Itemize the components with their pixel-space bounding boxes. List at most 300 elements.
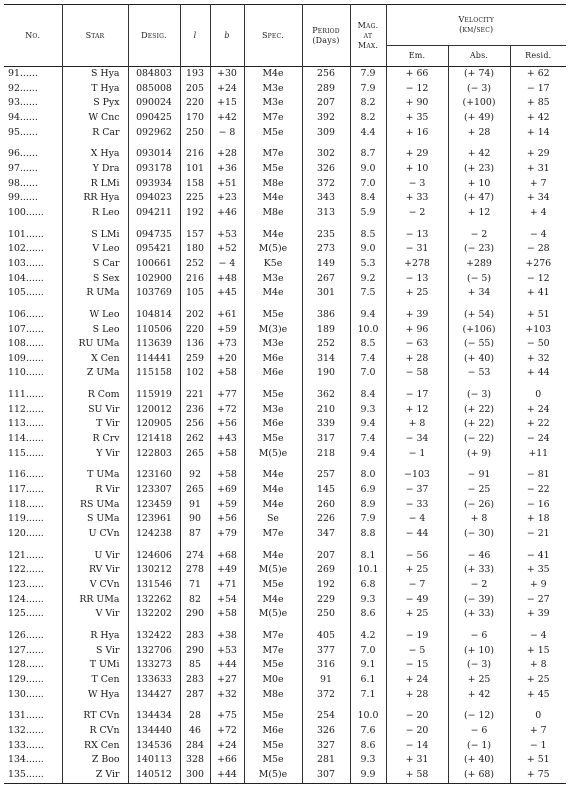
- velocity-emission: − 12: [386, 82, 448, 97]
- col-header-b: b: [210, 5, 244, 67]
- velocity-absorption: (+ 22): [448, 417, 510, 432]
- galactic-latitude: +38: [210, 629, 244, 644]
- spacer-cell: [510, 461, 566, 468]
- star-number: 121......: [8, 549, 44, 561]
- velocity-absorption: (+ 49): [448, 111, 510, 126]
- spacer-cell: [210, 140, 244, 147]
- spacer-cell: [350, 461, 386, 468]
- table-row: [4, 403, 566, 418]
- spacer-cell: [302, 461, 350, 468]
- star-number: 135......: [4, 768, 62, 783]
- velocity-absorption: − 53: [448, 366, 510, 381]
- table-body: [4, 67, 566, 784]
- star-number: 114......: [8, 433, 44, 445]
- spacer-cell: [244, 461, 302, 468]
- designation: 124238: [128, 527, 180, 542]
- velocity-emission: − 20: [386, 709, 448, 724]
- star-number: 129......: [8, 673, 44, 685]
- velocity-emission: + 58: [386, 768, 448, 783]
- velocity-absorption: − 91: [448, 468, 510, 483]
- velocity-absorption: (+ 9): [448, 447, 510, 462]
- spacer-cell: [448, 140, 510, 147]
- velocity-absorption: (− 3): [448, 658, 510, 673]
- period: 327: [302, 739, 350, 754]
- star-name: S Car: [62, 257, 128, 272]
- galactic-longitude: 192: [180, 206, 210, 221]
- galactic-latitude: +44: [210, 658, 244, 673]
- star-number: 94......: [8, 111, 38, 123]
- star-number: 113......: [8, 418, 44, 430]
- magnitude-at-max: 8.4: [350, 388, 386, 403]
- magnitude-at-max: 9.4: [350, 308, 386, 323]
- galactic-longitude: 90: [180, 512, 210, 527]
- star-name: S UMa: [62, 512, 128, 527]
- galactic-latitude: +73: [210, 337, 244, 352]
- star-name: R Leo: [62, 206, 128, 221]
- designation: 132262: [128, 593, 180, 608]
- galactic-longitude: 220: [180, 96, 210, 111]
- period: 339: [302, 417, 350, 432]
- velocity-absorption: − 25: [448, 483, 510, 498]
- table-row: [4, 366, 566, 381]
- galactic-latitude: +69: [210, 483, 244, 498]
- velocity-absorption: + 25: [448, 673, 510, 688]
- period: 260: [302, 498, 350, 513]
- galactic-longitude: 278: [180, 563, 210, 578]
- velocity-emission: + 25: [386, 607, 448, 622]
- galactic-longitude: 265: [180, 447, 210, 462]
- star-name: U Vir: [62, 549, 128, 564]
- spacer-cell: [128, 221, 180, 228]
- spectral-type: M8e: [244, 688, 302, 703]
- star-name: RT CVn: [62, 709, 128, 724]
- col-header-velocity: [386, 5, 566, 46]
- spectral-type: M4e: [244, 593, 302, 608]
- period: 229: [302, 593, 350, 608]
- velocity-residual: + 4: [510, 206, 566, 221]
- table-row: [4, 753, 566, 768]
- spacer-cell: [350, 381, 386, 388]
- galactic-longitude: 91: [180, 498, 210, 513]
- magnitude-at-max: 6.9: [350, 483, 386, 498]
- galactic-longitude: 158: [180, 177, 210, 192]
- designation: 123307: [128, 483, 180, 498]
- table-row: [4, 352, 566, 367]
- period: 392: [302, 111, 350, 126]
- group-spacer: [4, 542, 566, 549]
- velocity-absorption: (− 5): [448, 272, 510, 287]
- spacer-cell: [302, 301, 350, 308]
- velocity-residual: + 62: [510, 67, 566, 82]
- spectral-type: M4e: [244, 286, 302, 301]
- spectral-type: M4e: [244, 228, 302, 243]
- spacer-cell: [244, 140, 302, 147]
- designation: 130212: [128, 563, 180, 578]
- velocity-emission: − 17: [386, 388, 448, 403]
- galactic-latitude: +30: [210, 67, 244, 82]
- table-row: [4, 257, 566, 272]
- velocity-residual: − 12: [510, 272, 566, 287]
- galactic-longitude: 283: [180, 673, 210, 688]
- magnitude-at-max: 4.4: [350, 126, 386, 141]
- galactic-longitude: 85: [180, 658, 210, 673]
- galactic-longitude: 157: [180, 228, 210, 243]
- star-number: 120......: [8, 528, 44, 540]
- magnitude-at-max: 7.9: [350, 67, 386, 82]
- spacer-cell: [180, 542, 210, 549]
- velocity-absorption: (+ 47): [448, 191, 510, 206]
- spacer-cell: [4, 221, 62, 228]
- velocity-residual: +103: [510, 323, 566, 338]
- galactic-latitude: − 8: [210, 126, 244, 141]
- table-row: [4, 578, 566, 593]
- group-spacer: [4, 381, 566, 388]
- magnitude-at-max: 7.0: [350, 644, 386, 659]
- magnitude-at-max: 4.2: [350, 629, 386, 644]
- period: 347: [302, 527, 350, 542]
- designation: 104814: [128, 308, 180, 323]
- star-number: 103......: [8, 257, 44, 269]
- velocity-residual: − 21: [510, 527, 566, 542]
- spectral-type: M(5)e: [244, 242, 302, 257]
- star-name: RS UMa: [62, 498, 128, 513]
- spacer-cell: [386, 702, 448, 709]
- velocity-emission: − 3: [386, 177, 448, 192]
- spacer-cell: [510, 702, 566, 709]
- galactic-longitude: 290: [180, 644, 210, 659]
- period: 267: [302, 272, 350, 287]
- magnitude-at-max: 9.3: [350, 593, 386, 608]
- magnitude-at-max: 9.4: [350, 417, 386, 432]
- spacer-cell: [4, 622, 62, 629]
- designation: 134440: [128, 724, 180, 739]
- spacer-cell: [448, 542, 510, 549]
- spacer-cell: [4, 140, 62, 147]
- designation: 140113: [128, 753, 180, 768]
- group-spacer: [4, 622, 566, 629]
- velocity-absorption: (+ 23): [448, 162, 510, 177]
- magnitude-at-max: 8.6: [350, 739, 386, 754]
- galactic-longitude: 105: [180, 286, 210, 301]
- spacer-cell: [350, 542, 386, 549]
- galactic-longitude: 136: [180, 337, 210, 352]
- velocity-emission: + 28: [386, 352, 448, 367]
- magnitude-at-max: 9.2: [350, 272, 386, 287]
- velocity-emission: + 28: [386, 688, 448, 703]
- star-number: 102......: [8, 243, 44, 255]
- velocity-emission: + 24: [386, 673, 448, 688]
- table-row: [4, 549, 566, 564]
- velocity-emission: + 35: [386, 111, 448, 126]
- galactic-latitude: +72: [210, 724, 244, 739]
- galactic-longitude: 284: [180, 739, 210, 754]
- velocity-emission: + 10: [386, 162, 448, 177]
- spacer-cell: [62, 702, 128, 709]
- star-number: 93......: [8, 97, 38, 109]
- col-header-mag: [350, 5, 386, 67]
- spacer-cell: [386, 622, 448, 629]
- galactic-longitude: 236: [180, 403, 210, 418]
- velocity-absorption: (+106): [448, 323, 510, 338]
- velocity-unit: (km/sec): [459, 25, 494, 34]
- galactic-latitude: +71: [210, 578, 244, 593]
- period: 326: [302, 724, 350, 739]
- velocity-residual: − 16: [510, 498, 566, 513]
- spectral-type: M5e: [244, 126, 302, 141]
- magnitude-at-max: 7.5: [350, 286, 386, 301]
- spectral-type: M5e: [244, 388, 302, 403]
- period: 372: [302, 177, 350, 192]
- velocity-absorption: +289: [448, 257, 510, 272]
- galactic-latitude: +53: [210, 644, 244, 659]
- magnitude-at-max: 5.9: [350, 206, 386, 221]
- galactic-latitude: +20: [210, 352, 244, 367]
- velocity-emission: − 4: [386, 512, 448, 527]
- magnitude-at-max: 7.9: [350, 512, 386, 527]
- galactic-longitude: 216: [180, 272, 210, 287]
- star-name: V CVn: [62, 578, 128, 593]
- spectral-type: M8e: [244, 177, 302, 192]
- table-row: [4, 673, 566, 688]
- spacer-cell: [62, 622, 128, 629]
- velocity-absorption: (− 22): [448, 432, 510, 447]
- galactic-latitude: +75: [210, 709, 244, 724]
- period: 145: [302, 483, 350, 498]
- galactic-longitude: 87: [180, 527, 210, 542]
- velocity-absorption: − 46: [448, 549, 510, 564]
- spectral-type: M(5)e: [244, 563, 302, 578]
- galactic-longitude: 193: [180, 67, 210, 82]
- table-row: [4, 688, 566, 703]
- table-header: [4, 5, 566, 67]
- designation: 134536: [128, 739, 180, 754]
- spacer-cell: [448, 461, 510, 468]
- designation: 115158: [128, 366, 180, 381]
- velocity-emission: − 2: [386, 206, 448, 221]
- spacer-cell: [244, 622, 302, 629]
- designation: 085008: [128, 82, 180, 97]
- galactic-latitude: +45: [210, 286, 244, 301]
- spacer-cell: [510, 301, 566, 308]
- velocity-emission: − 15: [386, 658, 448, 673]
- star-number: 95......: [8, 126, 38, 138]
- group-spacer: [4, 221, 566, 228]
- period: 386: [302, 308, 350, 323]
- star-number: 97......: [8, 162, 38, 174]
- magnitude-at-max: 9.3: [350, 403, 386, 418]
- group-spacer: [4, 140, 566, 147]
- designation: 103769: [128, 286, 180, 301]
- galactic-longitude: 259: [180, 352, 210, 367]
- velocity-residual: − 24: [510, 432, 566, 447]
- velocity-residual: + 25: [510, 673, 566, 688]
- star-name: S Leo: [62, 323, 128, 338]
- velocity-emission: + 16: [386, 126, 448, 141]
- spectral-type: M5e: [244, 739, 302, 754]
- col-header-star: Star: [62, 5, 128, 67]
- spectral-type: M7e: [244, 111, 302, 126]
- velocity-residual: + 45: [510, 688, 566, 703]
- spacer-cell: [4, 702, 62, 709]
- spacer-cell: [350, 221, 386, 228]
- spacer-cell: [350, 702, 386, 709]
- col-header-desig: Desig.: [128, 5, 180, 67]
- spacer-cell: [210, 622, 244, 629]
- galactic-longitude: 180: [180, 242, 210, 257]
- velocity-residual: + 42: [510, 111, 566, 126]
- magnitude-at-max: 8.9: [350, 498, 386, 513]
- magnitude-at-max: 8.2: [350, 96, 386, 111]
- designation: 093934: [128, 177, 180, 192]
- velocity-residual: +11: [510, 447, 566, 462]
- velocity-emission: − 13: [386, 228, 448, 243]
- magnitude-at-max: 9.3: [350, 753, 386, 768]
- table-row: [4, 111, 566, 126]
- magnitude-at-max: 8.1: [350, 549, 386, 564]
- galactic-latitude: +42: [210, 111, 244, 126]
- designation: 094735: [128, 228, 180, 243]
- spacer-cell: [210, 542, 244, 549]
- star-name: Z Vir: [62, 768, 128, 783]
- magnitude-at-max: 9.0: [350, 162, 386, 177]
- velocity-absorption: (+ 54): [448, 308, 510, 323]
- magnitude-at-max: 8.4: [350, 191, 386, 206]
- period: 301: [302, 286, 350, 301]
- spacer-cell: [210, 702, 244, 709]
- velocity-residual: + 22: [510, 417, 566, 432]
- magnitude-at-max: 8.5: [350, 228, 386, 243]
- spectral-type: M0e: [244, 673, 302, 688]
- galactic-longitude: 102: [180, 366, 210, 381]
- designation: 123961: [128, 512, 180, 527]
- spacer-cell: [180, 461, 210, 468]
- spacer-cell: [350, 301, 386, 308]
- spacer-cell: [386, 461, 448, 468]
- velocity-residual: + 29: [510, 147, 566, 162]
- designation: 140512: [128, 768, 180, 783]
- spacer-cell: [128, 542, 180, 549]
- spacer-cell: [210, 221, 244, 228]
- spectral-type: M(5)e: [244, 768, 302, 783]
- velocity-emission: − 5: [386, 644, 448, 659]
- table-row: [4, 629, 566, 644]
- galactic-latitude: +28: [210, 147, 244, 162]
- velocity-absorption: (+ 22): [448, 403, 510, 418]
- col-header-period: [302, 5, 350, 67]
- velocity-emission: − 13: [386, 272, 448, 287]
- star-number: 104......: [8, 272, 44, 284]
- designation: 100661: [128, 257, 180, 272]
- velocity-emission: + 96: [386, 323, 448, 338]
- velocity-emission: − 1: [386, 447, 448, 462]
- spacer-cell: [302, 542, 350, 549]
- velocity-absorption: (− 39): [448, 593, 510, 608]
- star-name: T Cen: [62, 673, 128, 688]
- star-number: 116......: [8, 469, 44, 481]
- table-row: [4, 432, 566, 447]
- designation: 094211: [128, 206, 180, 221]
- star-name: S Vir: [62, 644, 128, 659]
- period: 256: [302, 67, 350, 82]
- period: 273: [302, 242, 350, 257]
- velocity-absorption: + 28: [448, 126, 510, 141]
- spectral-type: M4e: [244, 468, 302, 483]
- designation: 093014: [128, 147, 180, 162]
- spacer-cell: [448, 301, 510, 308]
- galactic-latitude: +36: [210, 162, 244, 177]
- velocity-absorption: (− 3): [448, 388, 510, 403]
- spacer-cell: [510, 381, 566, 388]
- galactic-latitude: − 4: [210, 257, 244, 272]
- table-row: [4, 308, 566, 323]
- period: 269: [302, 563, 350, 578]
- galactic-latitude: +58: [210, 468, 244, 483]
- galactic-latitude: +54: [210, 593, 244, 608]
- magnitude-at-max: 8.2: [350, 111, 386, 126]
- galactic-longitude: 221: [180, 388, 210, 403]
- group-spacer: [4, 301, 566, 308]
- star-name: W Hya: [62, 688, 128, 703]
- star-name: S Sex: [62, 272, 128, 287]
- table-row: [4, 286, 566, 301]
- velocity-residual: + 34: [510, 191, 566, 206]
- spectral-type: M3e: [244, 337, 302, 352]
- designation: 122803: [128, 447, 180, 462]
- col-header-em: Em.: [386, 46, 448, 67]
- table-row: [4, 126, 566, 141]
- spacer-cell: [62, 542, 128, 549]
- velocity-absorption: + 42: [448, 147, 510, 162]
- velocity-absorption: (+ 10): [448, 644, 510, 659]
- galactic-latitude: +61: [210, 308, 244, 323]
- star-name: R Crv: [62, 432, 128, 447]
- star-number: 98......: [8, 177, 38, 189]
- velocity-absorption: − 2: [448, 228, 510, 243]
- designation: 094023: [128, 191, 180, 206]
- period: 250: [302, 607, 350, 622]
- star-number: 122......: [8, 564, 44, 576]
- velocity-emission: + 25: [386, 286, 448, 301]
- star-name: Z UMa: [62, 366, 128, 381]
- velocity-residual: + 31: [510, 162, 566, 177]
- star-number: 125......: [8, 608, 44, 620]
- spacer-cell: [302, 221, 350, 228]
- period: 235: [302, 228, 350, 243]
- period: 257: [302, 468, 350, 483]
- spectral-type: M6e: [244, 352, 302, 367]
- galactic-latitude: +51: [210, 177, 244, 192]
- spacer-cell: [510, 542, 566, 549]
- star-name: V Vir: [62, 607, 128, 622]
- galactic-latitude: +59: [210, 498, 244, 513]
- spectral-type: M7e: [244, 629, 302, 644]
- period: 149: [302, 257, 350, 272]
- star-number: 130......: [8, 688, 44, 700]
- star-name: RR UMa: [62, 593, 128, 608]
- velocity-residual: − 27: [510, 593, 566, 608]
- table-row: [4, 724, 566, 739]
- designation: 102900: [128, 272, 180, 287]
- spacer-cell: [244, 381, 302, 388]
- spectral-type: M6e: [244, 417, 302, 432]
- galactic-longitude: 205: [180, 82, 210, 97]
- star-name: R Com: [62, 388, 128, 403]
- table-row: [4, 147, 566, 162]
- period: 372: [302, 688, 350, 703]
- velocity-residual: − 4: [510, 228, 566, 243]
- spacer-cell: [448, 221, 510, 228]
- designation: 132706: [128, 644, 180, 659]
